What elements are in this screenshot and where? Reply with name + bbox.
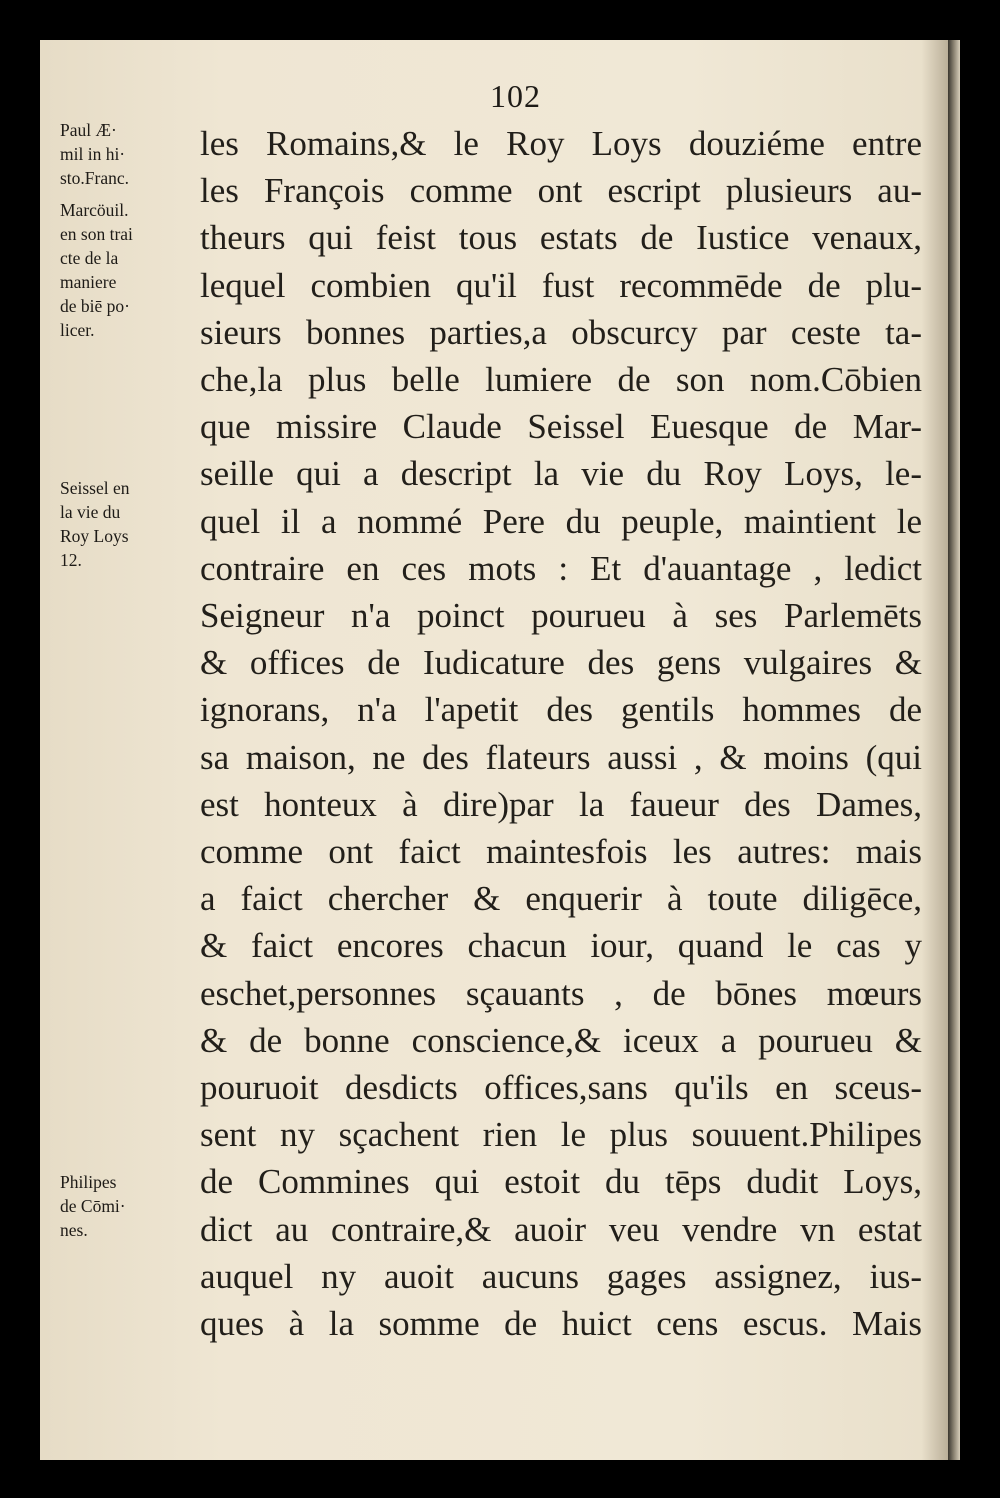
- text-line: contraire en ces mots : Et d'auantage , ledict: [200, 548, 922, 588]
- text-line: a faict chercher & enquerir à toute diligēce,: [200, 879, 922, 919]
- text-line: pouruoit desdicts offices,sans qu'ils en sceus-: [200, 1068, 922, 1107]
- text-line: ques à la somme de huict cens escus. Mais: [200, 1304, 922, 1343]
- margin-note-line: Paul Æ·: [60, 120, 117, 140]
- text-line: & de bonne conscience,& iceux a pourueu &: [200, 1020, 922, 1060]
- margin-note-line: cte de la: [60, 248, 119, 268]
- text-line: dict au contraire,& auoir veu vendre vn estat: [200, 1209, 922, 1249]
- text-line: eschet,personnes sçauants , de bōnes mœurs: [200, 973, 922, 1013]
- margin-note-line: Roy Loys: [60, 526, 129, 546]
- text-line: theurs qui feist tous estats de Iustice venaux,: [200, 218, 922, 258]
- text-line: sa maison, ne des flateurs aussi , & moins (qui: [200, 737, 922, 777]
- margin-note-line: mil in hi·: [60, 144, 126, 164]
- text-line: che,la plus belle lumiere de son nom.Cōbien: [200, 360, 922, 399]
- text-line: les François comme ont escript plusieurs au-: [200, 171, 922, 211]
- margin-note-line: Philipes: [60, 1172, 117, 1192]
- margin-note-line: 12.: [60, 550, 82, 570]
- text-line: auquel ny auoit aucuns gages assignez, ius-: [200, 1256, 922, 1296]
- margin-note-line: licer.: [60, 320, 95, 340]
- text-line: sieurs bonnes parties,a obscurcy par ceste ta-: [200, 312, 922, 352]
- text-line: les Romains,& le Roy Loys douziéme entre: [200, 124, 922, 163]
- text-line: est honteux à dire)par la faueur des Dames,: [200, 784, 922, 824]
- margin-note-line: en son trai: [60, 224, 133, 244]
- margin-note-line: nes.: [60, 1220, 88, 1240]
- text-line: de Commines qui estoit du tēps dudit Loys,: [200, 1162, 922, 1202]
- text-line: ignorans, n'a l'apetit des gentils hommes de: [200, 690, 922, 730]
- margin-note-line: de biē po·: [60, 296, 130, 316]
- margin-note-line: Seissel en: [60, 478, 130, 498]
- text-line: seille qui a descript la vie du Roy Loys, le-: [200, 454, 922, 494]
- text-line: Seigneur n'a poinct pourueu à ses Parlemēts: [200, 596, 922, 635]
- text-line: & offices de Iudicature des gens vulgaires &: [200, 643, 922, 683]
- text-line: sent ny sçachent rien le plus souuent.Philipes: [200, 1115, 922, 1155]
- text-line: comme ont faict maintesfois les autres: mais: [200, 832, 922, 871]
- text-line: lequel combien qu'il fust recommēde de plu-: [200, 265, 922, 305]
- margin-note-line: de Cōmi·: [60, 1196, 126, 1216]
- margin-note-line: maniere: [60, 272, 117, 292]
- page-gutter: [948, 40, 960, 1460]
- text-line: & faict encores chacun iour, quand le cas y: [200, 926, 922, 966]
- margin-note-line: la vie du: [60, 502, 121, 522]
- page-number: 102: [490, 78, 541, 114]
- text-line: que missire Claude Seissel Euesque de Mar-: [200, 407, 922, 447]
- margin-note-line: sto.Franc.: [60, 168, 130, 188]
- text-line: quel il a nommé Pere du peuple, maintient le: [200, 501, 922, 541]
- margin-note-line: Marcöuil.: [60, 200, 129, 220]
